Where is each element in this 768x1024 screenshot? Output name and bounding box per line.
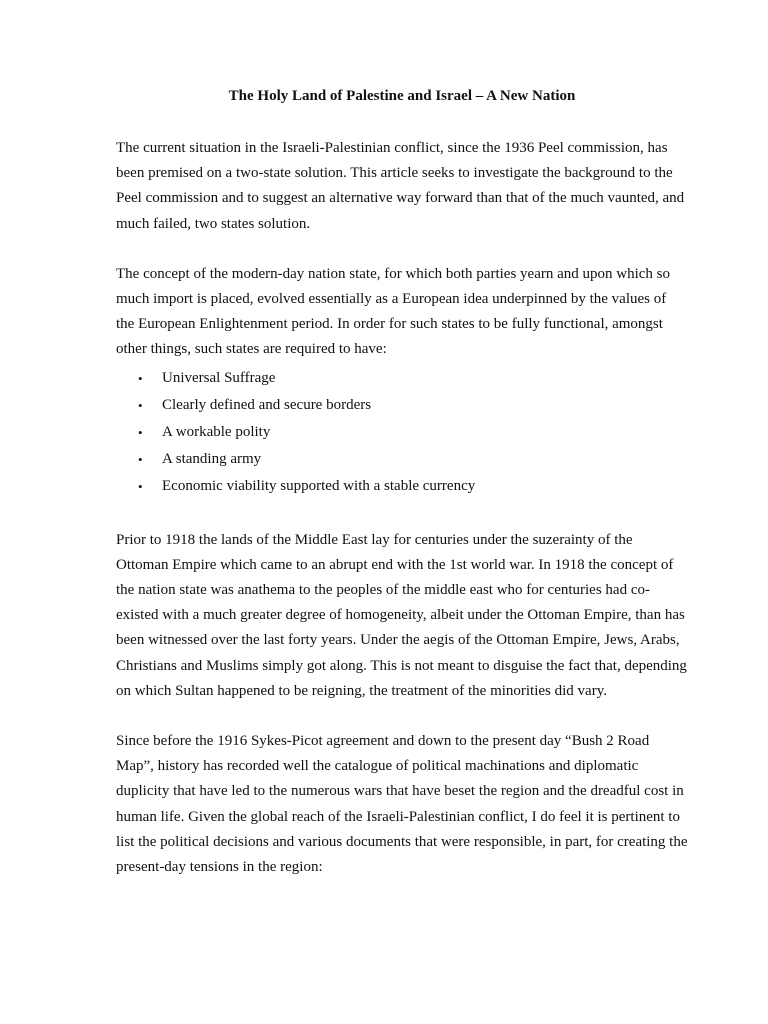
paragraph-2: The concept of the modern-day nation state, for which both parties yearn and upon which so much import is placed, evolved essentially as a European idea underpinned by the values of the European Enlightenment period. In order for such states to be fully functional, amongst other things, such states are required to have: [116,265,670,358]
bullet-icon: • [138,451,143,467]
list-item-text: Economic viability supported with a stable currency [162,477,476,494]
bullet-icon: • [138,370,143,386]
list-item-text: Universal Suffrage [162,369,276,386]
list-item [116,392,688,419]
list-item-text: A standing army [162,450,262,467]
paragraph-1: The current situation in the Israeli-Palestinian conflict, since the 1936 Peel commission, has been premised on a two-state solution. This article seeks to investigate the background to the Peel commission and to suggest an alternative way forward than that of the much vaunted, and much failed, two states solution. [116,140,685,232]
paragraph-3: Prior to 1918 the lands of the Middle East lay for centuries under the suzerainty of the Ottoman Empire which came to an abrupt end with the 1st world war. In 1918 the concept of the nation state was anathema to the peoples of the middle east who for centuries had co-existed with a much greater degree of homogeneity, albeit under the Ottoman Empire, than has been witnessed over the last forty years. Under the aegis of the Ottoman Empire, Jews, Arabs, Christians and Muslims simply got along. This is not meant to disguise the fact that, depending on which Sultan happened to be reigning, the treatment of the minorities did vary. [116,531,687,699]
list-item [116,365,688,392]
list-item [116,446,688,473]
list-item-text: A workable polity [162,423,271,440]
document-title: The Holy Land of Palestine and Israel – A New Nation [228,88,576,104]
list-item [116,419,688,446]
list-item [116,473,688,500]
requirements-list [116,365,688,500]
bullet-icon: • [138,478,143,494]
bullet-icon: • [138,397,143,413]
list-item-text: Clearly defined and secure borders [162,396,372,413]
bullet-icon: • [138,424,143,440]
paragraph-4: Since before the 1916 Sykes-Picot agreement and down to the present day “Bush 2 Road Map”, history has recorded well the catalogue of political machinations and diplomatic duplicity that have led to the numerous wars that have beset the region and the dreadful cost in human life. Given the global reach of the Israeli-Palestinian conflict, I do feel it is pertinent to list the political decisions and various documents that were responsible, in part, for creating the present-day tensions in the region: [116,733,688,876]
